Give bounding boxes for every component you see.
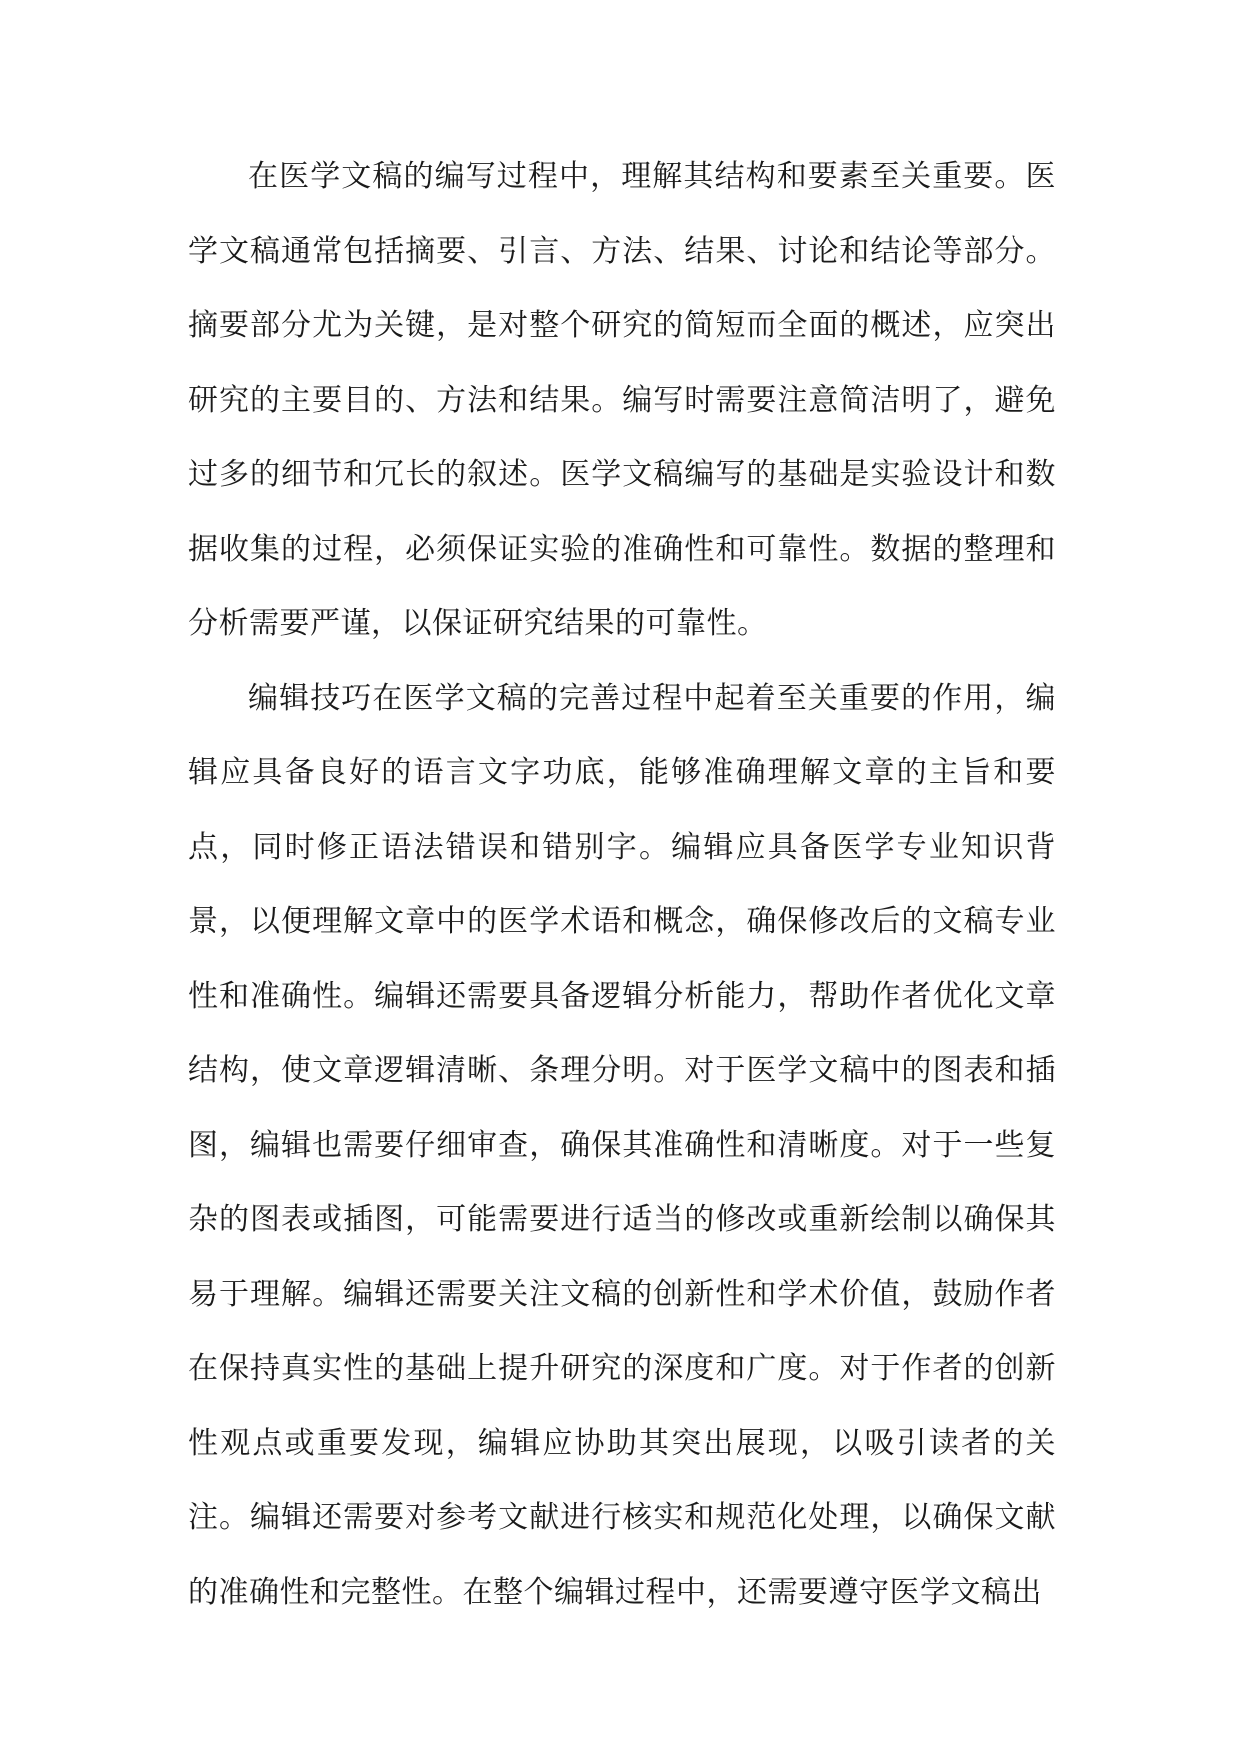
paragraph-editing-skills: 编辑技巧在医学文稿的完善过程中起着至关重要的作用，编辑应具备良好的语言文字功底，能够准确理解文章的主旨和要点，同时修正语法错误和错别字。编辑应具备医学专业知识背景，以便理解文章中的医学术语和概念，确保修改后的文稿专业性和准确性。编辑还需要具备逻辑分析能力，帮助作者优化文章结构，使文章逻辑清晰、条理分明。对于医学文稿中的图表和插图，编辑也需要仔细审查，确保其准确性和清晰度。对于一些复杂的图表或插图，可能需要进行适当的修改或重新绘制以确保其易于理解。编辑还需要关注文稿的创新性和学术价值，鼓励作者在保持真实性的基础上提升研究的深度和广度。对于作者的创新性观点或重要发现，编辑应协助其突出展现，以吸引读者的关注。编辑还需要对参考文献进行核实和规范化处理，以确保文献的准确性和完整性。在整个编辑过程中，还需要遵守医学文稿出 (188, 680, 1056, 1610)
document-body (188, 140, 1056, 1630)
paragraph-structure: 在医学文稿的编写过程中，理解其结构和要素至关重要。医学文稿通常包括摘要、引言、方法、结果、讨论和结论等部分。摘要部分尤为关键，是对整个研究的简短而全面的概述，应突出研究的主要目的、方法和结果。编写时需要注意简洁明了，避免过多的细节和冗长的叙述。医学文稿编写的基础是实验设计和数据收集的过程，必须保证实验的准确性和可靠性。数据的整理和分析需要严谨，以保证研究结果的可靠性。 (188, 159, 1056, 641)
